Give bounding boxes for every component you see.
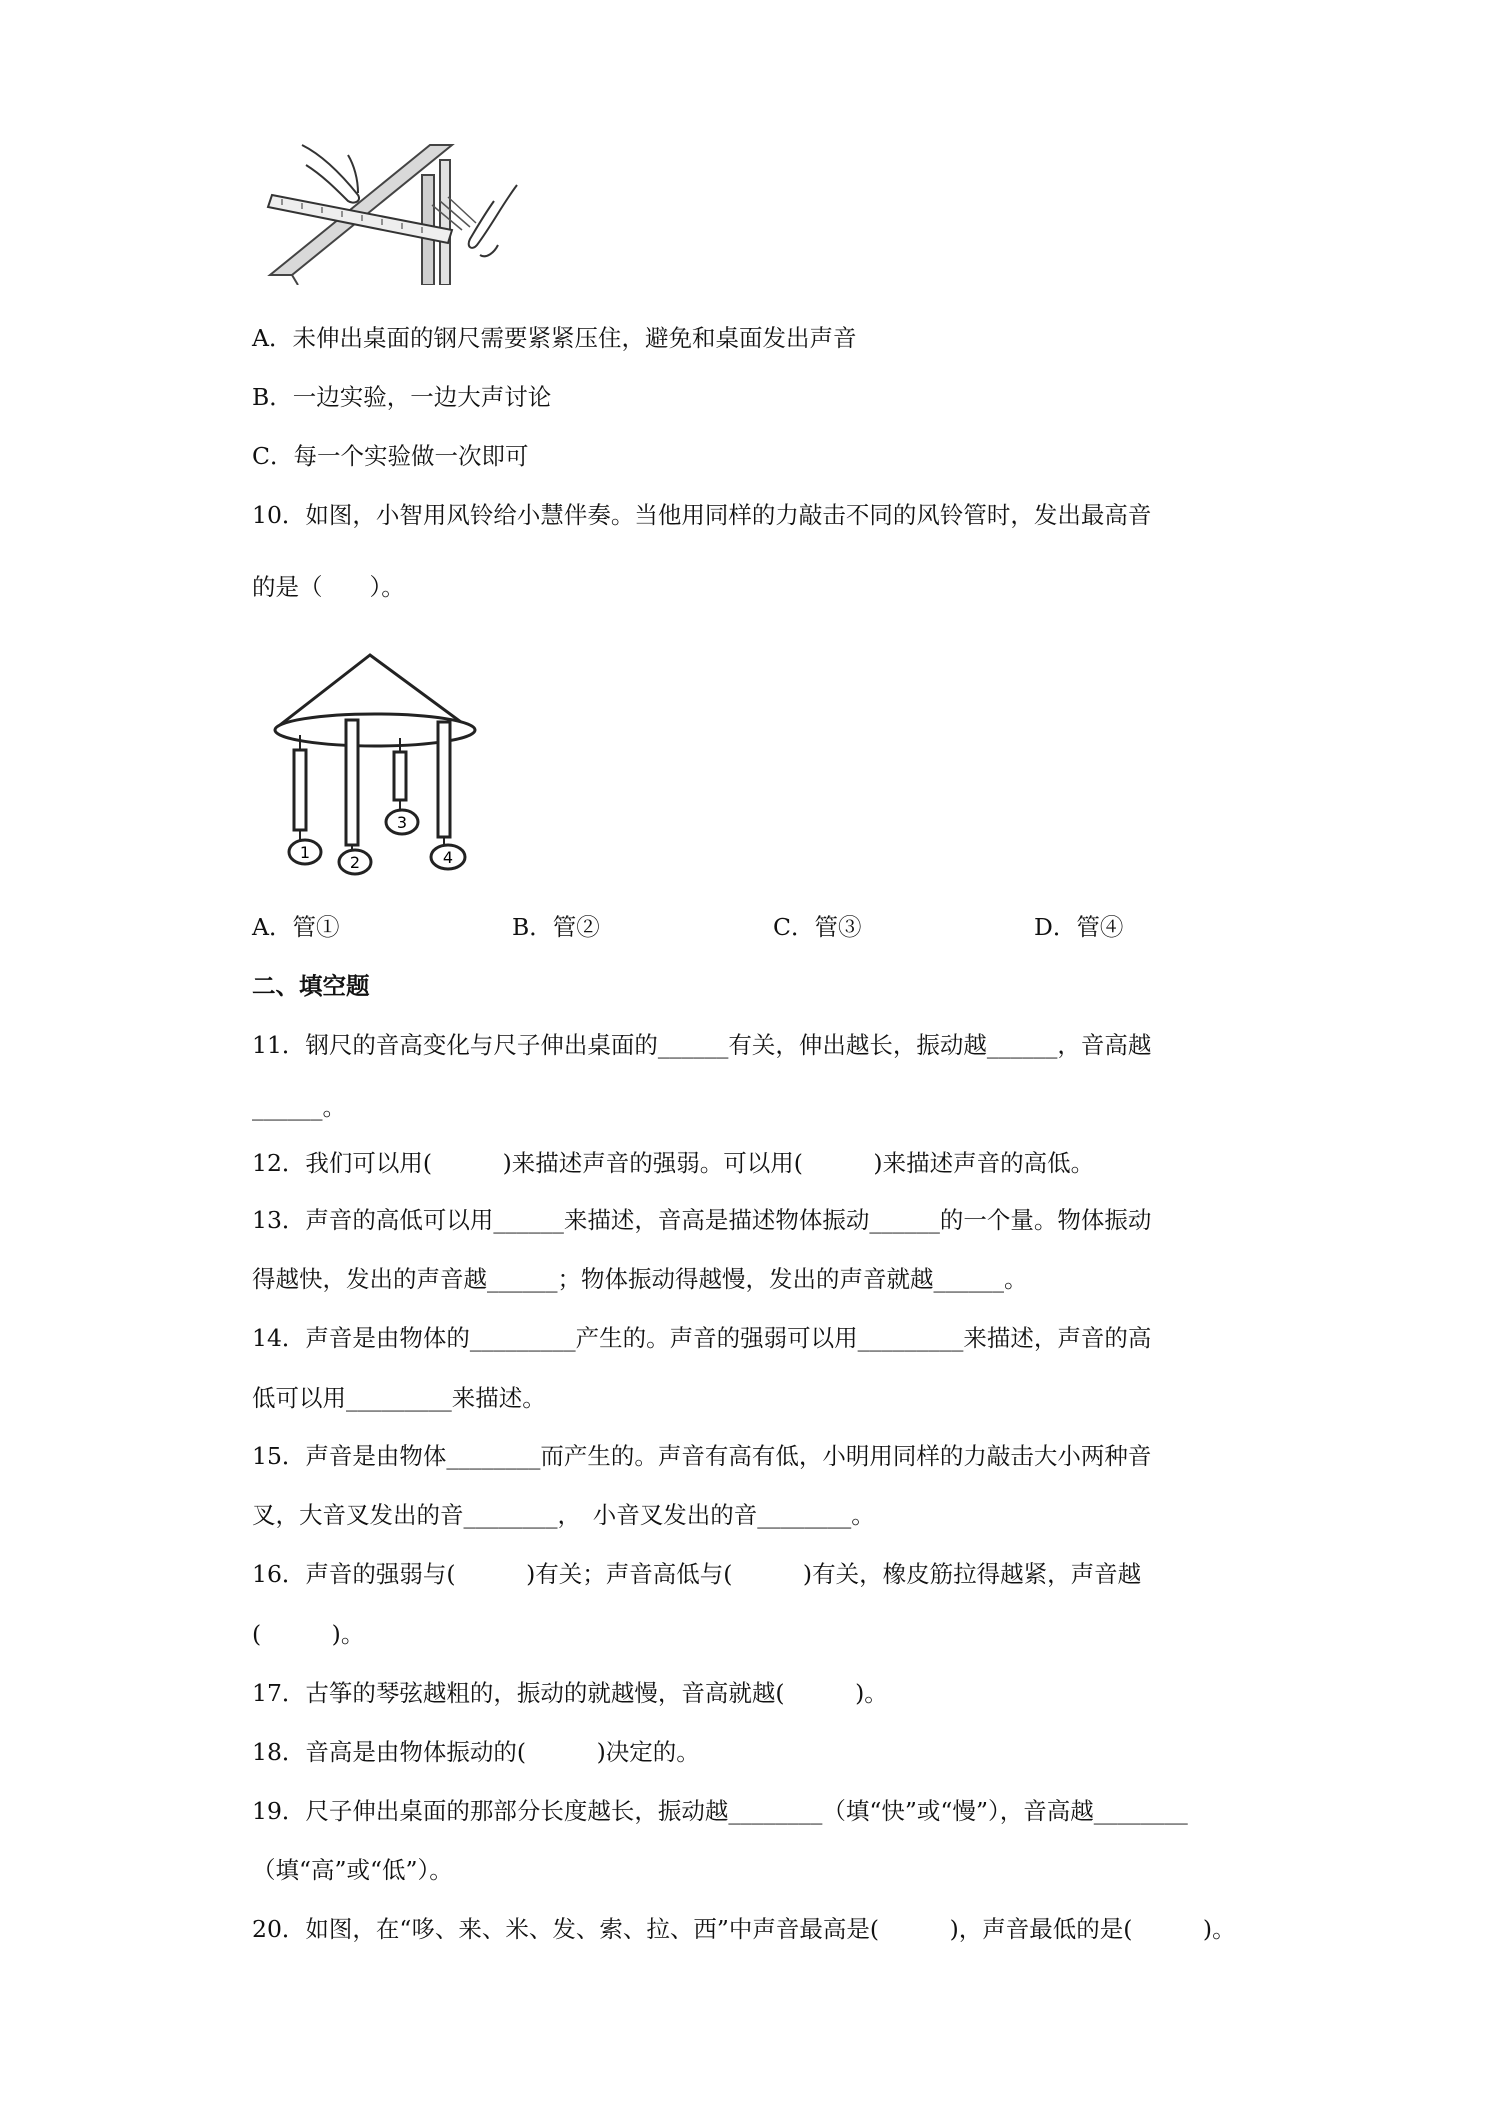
q11-line1: 11．钢尺的音高变化与尺子伸出桌面的______有关，伸出越长，振动越______，音高越 xyxy=(252,1031,1152,1059)
q14-line2: 低可以用_________来描述。 xyxy=(252,1384,546,1412)
q10-text-line2: 的是（ ）。 xyxy=(252,573,405,601)
tube-label-3: 3 xyxy=(396,813,408,832)
ruler-experiment-figure xyxy=(262,135,522,285)
q14-line1: 14．声音是由物体的_________产生的。声音的强弱可以用_________来描述，声音的高 xyxy=(252,1324,1152,1352)
q13-line1: 13．声音的高低可以用______来描述，音高是描述物体振动______的一个量。物体振动 xyxy=(252,1206,1152,1234)
q10-option-a: A．管① xyxy=(252,913,340,941)
wind-chime-figure xyxy=(270,650,500,880)
q9-option-a: A．未伸出桌面的钢尺需要紧紧压住，避免和桌面发出声音 xyxy=(252,324,857,352)
q16-line1: 16．声音的强弱与( )有关；声音高低与( )有关，橡皮筋拉得越紧，声音越 xyxy=(252,1560,1142,1588)
tube-label-4: 4 xyxy=(442,848,454,867)
tube-label-1: 1 xyxy=(299,843,311,862)
q11-line2: ______。 xyxy=(252,1093,346,1121)
tube-label-2: 2 xyxy=(349,853,361,872)
q19-line1: 19．尺子伸出桌面的那部分长度越长，振动越________（填“快”或“慢”），音高越________ xyxy=(252,1797,1188,1825)
q17-text: 17．古筝的琴弦越粗的，振动的就越慢，音高就越( )。 xyxy=(252,1679,888,1707)
q13-line2: 得越快，发出的声音越______；物体振动得越慢，发出的声音就越______。 xyxy=(252,1265,1028,1293)
q10-option-b: B．管② xyxy=(512,913,600,941)
q19-line2: （填“高”或“低”）。 xyxy=(252,1856,453,1884)
q16-line2: ( )。 xyxy=(252,1620,365,1648)
section-title: 二、填空题 xyxy=(252,972,370,1000)
q20-text: 20．如图，在“哆、来、米、发、索、拉、西”中声音最高是( )，声音最低的是( )。 xyxy=(252,1915,1236,1943)
q15-line2: 叉，大音叉发出的音________， 小音叉发出的音________。 xyxy=(252,1501,875,1529)
q10-option-d: D．管④ xyxy=(1034,913,1124,941)
q9-option-b: B．一边实验，一边大声讨论 xyxy=(252,383,552,411)
q12-text: 12．我们可以用( )来描述声音的强弱。可以用( )来描述声音的高低。 xyxy=(252,1149,1095,1177)
q10-option-c: C．管③ xyxy=(773,913,862,941)
q15-line1: 15．声音是由物体________而产生的。声音有高有低，小明用同样的力敲击大小两种音 xyxy=(252,1442,1152,1470)
q18-text: 18．音高是由物体振动的( )决定的。 xyxy=(252,1738,700,1766)
q9-option-c: C．每一个实验做一次即可 xyxy=(252,442,529,470)
q10-text-line1: 10．如图，小智用风铃给小慧伴奏。当他用同样的力敲击不同的风铃管时，发出最高音 xyxy=(252,501,1152,529)
